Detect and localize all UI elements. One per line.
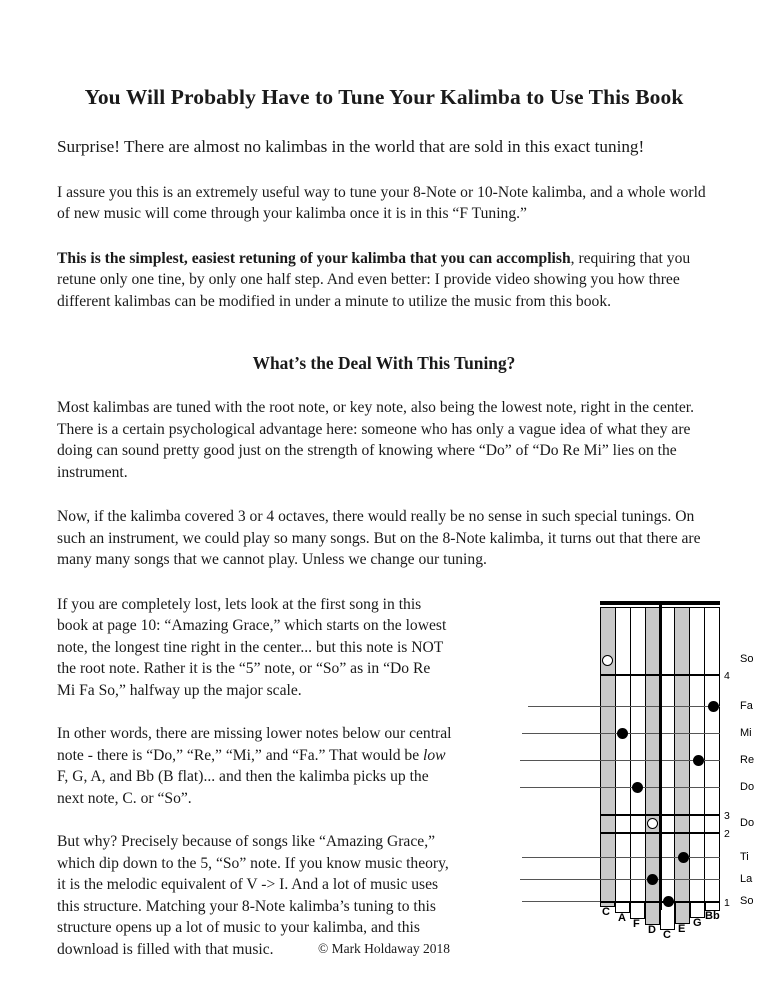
- note-dot-do-upper: [632, 782, 643, 793]
- leader-line-fa: [528, 706, 600, 707]
- tine-note-label-5: E: [678, 922, 686, 935]
- solfege-label-ti: Ti: [740, 850, 749, 863]
- solfege-label-do-upper: Do: [740, 780, 755, 793]
- tine-column-c-low: [600, 608, 616, 906]
- note-dot-la: [647, 874, 658, 885]
- tine-note-label-0: C: [602, 905, 610, 918]
- lower-text-column: [57, 594, 452, 961]
- octave-number-3: 3: [724, 809, 730, 822]
- leader-line-ti: [522, 857, 600, 858]
- paragraph-missing-notes: [57, 723, 452, 809]
- leader-line-so-low: [522, 901, 600, 902]
- octave-number-1: 1: [724, 896, 730, 909]
- solfege-label-so-lower: So: [740, 894, 754, 907]
- note-dot-so-upper: [602, 655, 613, 666]
- tine-stub-d: [645, 901, 660, 925]
- paragraph-simplest-retuning: [57, 248, 711, 313]
- leader-line-re: [520, 760, 600, 761]
- tine-stub-g: [690, 901, 705, 918]
- leader-line-la: [520, 879, 600, 880]
- page-footer: © Mark Holdaway 2018: [317, 941, 451, 956]
- note-dot-mi: [617, 728, 628, 739]
- paragraph-bold-lead: This is the simplest, easiest retuning of your kalimba that you can accomplish: [57, 249, 571, 267]
- center-divider-line: [659, 604, 662, 910]
- tine-note-label-4: C: [663, 928, 671, 941]
- lower-section: [57, 594, 755, 961]
- tine-note-label-6: G: [693, 916, 702, 929]
- solfege-label-fa: Fa: [740, 699, 753, 712]
- document-content: [57, 84, 755, 961]
- tine-stub-e: [675, 901, 690, 924]
- section-title: What’s the Deal With This Tuning?: [252, 353, 516, 374]
- missing-notes-part-b: F, G, A, and Bb (B flat)... and then the kalimba picks up the next note, C. or “So”.: [57, 768, 429, 807]
- paragraph-why: But why? Precisely because of songs like “Amazing Grace,” which dip down to the 5, “So” note. If you know music theory, it is the melodic equivalent of V -> I. And a lot of music uses this structure. Matching your 8-Note kalimba’s tuning to this structure opens up a lot of music to your kalimba, and this download is filled with that music.: [57, 833, 449, 958]
- paragraph-octaves: Now, if the kalimba covered 3 or 4 octaves, there would really be no sense in such special tunings. On such an instrument, we could play so many songs. But on the 8-Note kalimba, it turns out that there are many many songs that we cannot play. Unless we change our tuning.: [57, 508, 701, 569]
- lead-paragraph: Surprise! There are almost no kalimbas in the world that are sold in this exact tuning!: [57, 136, 645, 156]
- tine-note-label-7: Bb: [705, 909, 720, 922]
- solfege-label-re: Re: [740, 753, 755, 766]
- solfege-label-la: La: [740, 872, 753, 885]
- solfege-label-mi: Mi: [740, 726, 752, 739]
- leader-line-do: [520, 787, 600, 788]
- page-title: You Will Probably Have to Tune Your Kalimba to Use This Book: [84, 85, 684, 109]
- tine-note-label-2: F: [633, 917, 640, 930]
- paragraph-intro: I assure you this is an extremely useful way to tune your 8-Note or 10-Note kalimba, and a whole world of new music will come through your kalimba once it is in this “F Tuning.”: [57, 183, 706, 223]
- note-dot-do-lower: [647, 818, 658, 829]
- missing-notes-italic: low: [423, 746, 446, 764]
- tine-note-label-1: A: [618, 911, 626, 924]
- paragraph-bold-rest: , requiring that you retune only one tine, by only one half step. And even better: I provide video showing you how three different kalimbas can be modified in under a minute to utilize the music from this book.: [57, 249, 691, 310]
- leader-line-mi: [522, 733, 600, 734]
- note-dot-fa: [708, 701, 719, 712]
- tablature-board: [600, 601, 755, 941]
- tine-stub-f: [630, 901, 645, 919]
- solfege-label-so-upper: So: [740, 652, 754, 665]
- tine-column-a: [616, 608, 631, 906]
- note-dot-re: [693, 755, 704, 766]
- tine-column-c-center: [661, 608, 676, 906]
- note-dot-ti: [678, 852, 689, 863]
- tine-note-label-3: D: [648, 923, 656, 936]
- paragraph-root-note: Most kalimbas are tuned with the root note, or key note, also being the lowest note, right in the center. There is a certain psychological advantage here: someone who has only a vague idea of what they are doing can sound pretty good just on the strength of knowing where “Do” of “Do Re Mi” lies on the instrument.: [57, 399, 695, 481]
- kalimba-tablature-figure: [495, 596, 755, 941]
- note-dot-so-lower: [663, 896, 674, 907]
- octave-number-4: 4: [724, 669, 730, 682]
- missing-notes-part-a: In other words, there are missing lower notes below our central note - there is “Do,” “Re,” “Mi,” and “Fa.” That would be: [57, 725, 452, 764]
- paragraph-amazing-grace: If you are completely lost, lets look at the first song in this book at page 10: “Amazing Grace,” which starts on the lowest note, the longest tine right in the center... but this note is NOT the root note. Rather it is the “5” note, or “So” as in “Do Re Mi Fa So,” halfway up the major scale.: [57, 595, 447, 699]
- solfege-label-do-lower: Do: [740, 816, 755, 829]
- tine-column-f: [631, 608, 646, 906]
- octave-number-2: 2: [724, 827, 730, 840]
- tine-column-bb: [705, 608, 720, 906]
